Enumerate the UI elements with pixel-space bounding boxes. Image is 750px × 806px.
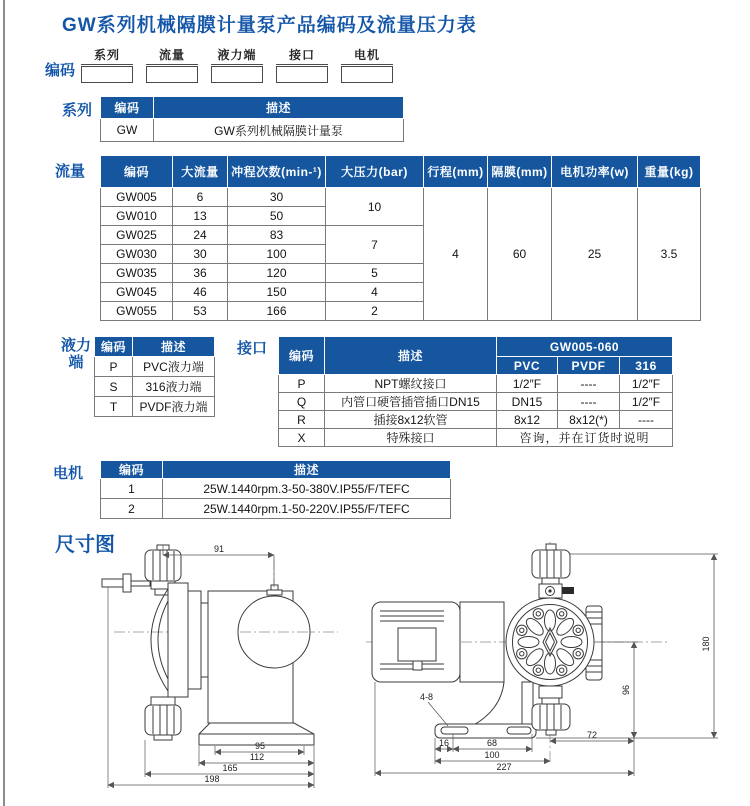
series-label: 系列 [62, 102, 93, 119]
dim-16: 16 [438, 738, 450, 748]
flow-label: 流量 [55, 163, 86, 180]
coding-field-hydraulic [211, 46, 263, 83]
interface-316: ---- [620, 411, 673, 429]
dim-112: 112 [249, 752, 265, 762]
interface-desc: 特殊接口 [325, 429, 497, 447]
interface-sub-header: PVC [497, 357, 558, 375]
interface-desc: NPT螺纹接口 [325, 375, 497, 393]
pump-code: GW045 [101, 283, 173, 302]
coding-section [45, 46, 393, 83]
interface-pvdf: ---- [558, 393, 620, 411]
coding-field-interface [276, 46, 328, 83]
motor-desc: 25W.1440rpm.1-50-220V.IP55/F/TEFC [163, 499, 451, 519]
stroke-rate: 120 [228, 264, 326, 283]
motor-table [100, 460, 451, 519]
max-pressure: 5 [326, 264, 424, 283]
motor-power: 25 [552, 188, 638, 321]
hydraulic-code: S [95, 377, 133, 397]
interface-group-header: GW005-060 [497, 337, 673, 357]
pump-code: GW055 [101, 302, 173, 321]
motor-col-code: 编码 [101, 461, 163, 479]
flow-header: 隔膜(mm) [488, 156, 552, 188]
stroke-rate: 150 [228, 283, 326, 302]
weight: 3.5 [638, 188, 701, 321]
page-title: GW系列机械隔膜计量泵产品编码及流量压力表 [62, 15, 477, 36]
max-pressure: 7 [326, 226, 424, 264]
hydraulic-label: 液力端 [60, 337, 91, 371]
series-code: GW [101, 119, 154, 142]
left-edge-rule [3, 0, 5, 806]
coding-field-flow [146, 46, 198, 83]
interface-sub-header: 316 [620, 357, 673, 375]
max-flow: 6 [173, 188, 228, 207]
max-pressure: 2 [326, 302, 424, 321]
stroke-rate: 166 [228, 302, 326, 321]
stroke-rate: 83 [228, 226, 326, 245]
hydraulic-desc: PVC液力端 [133, 357, 215, 377]
max-flow: 53 [173, 302, 228, 321]
max-flow: 46 [173, 283, 228, 302]
flow-table [100, 155, 701, 321]
coding-field-label: 接口 [276, 46, 328, 65]
motor-col-desc: 描述 [163, 461, 451, 479]
max-pressure: 10 [326, 188, 424, 226]
pump-code: GW025 [101, 226, 173, 245]
stroke-rate: 50 [228, 207, 326, 226]
series-col-code: 编码 [101, 97, 154, 119]
interface-pvc: DN15 [497, 393, 558, 411]
dim-68: 68 [486, 738, 498, 748]
dim-95: 95 [254, 741, 266, 751]
table-row [95, 377, 215, 397]
hydraulic-code: T [95, 397, 133, 417]
hydraulic-col-desc: 描述 [133, 337, 215, 357]
stroke-rate: 100 [228, 245, 326, 264]
coding-field-box [276, 66, 328, 83]
dim-180: 180 [701, 636, 711, 652]
dim-100: 100 [484, 750, 500, 760]
max-pressure: 4 [326, 283, 424, 302]
coding-field-label: 流量 [146, 46, 198, 65]
motor-code: 1 [101, 479, 163, 499]
pump-front-view [366, 542, 668, 764]
dimensions-label: 尺寸图 [55, 534, 115, 556]
flow-header: 大流量 [173, 156, 228, 188]
coding-field-box [211, 66, 263, 83]
pump-code: GW035 [101, 264, 173, 283]
motor-desc: 25W.1440rpm.3-50-380V.IP55/F/TEFC [163, 479, 451, 499]
interface-pvdf: 8x12(*) [558, 411, 620, 429]
interface-desc: 插接8x12软管 [325, 411, 497, 429]
dim-227: 227 [496, 762, 512, 772]
dim-91: 91 [213, 544, 225, 554]
max-flow: 36 [173, 264, 228, 283]
table-row [101, 479, 451, 499]
interface-desc: 内管口硬管插管插口DN15 [325, 393, 497, 411]
interface-pvdf: ---- [558, 375, 620, 393]
interface-code: R [279, 411, 325, 429]
pump-code: GW010 [101, 207, 173, 226]
coding-field-motor [341, 46, 393, 83]
coding-field-series [81, 46, 133, 83]
interface-code: Q [279, 393, 325, 411]
flow-header: 重量(kg) [638, 156, 701, 188]
hydraulic-col-code: 编码 [95, 337, 133, 357]
coding-field-label: 电机 [341, 46, 393, 65]
coding-fields [81, 46, 393, 83]
hydraulic-table [94, 336, 215, 417]
table-row [95, 397, 215, 417]
coding-field-label: 液力端 [211, 46, 263, 65]
interface-sub-header: PVDF [558, 357, 620, 375]
diaphragm-size: 60 [488, 188, 552, 321]
pump-side-view [102, 545, 338, 745]
interface-col-desc: 描述 [325, 337, 497, 375]
max-flow: 30 [173, 245, 228, 264]
motor-label: 电机 [53, 465, 84, 482]
flow-header: 大压力(bar) [326, 156, 424, 188]
max-flow: 13 [173, 207, 228, 226]
hydraulic-code: P [95, 357, 133, 377]
coding-field-label: 系列 [81, 46, 133, 65]
coding-field-box [146, 66, 198, 83]
hydraulic-desc: PVDF液力端 [133, 397, 215, 417]
flow-header: 编码 [101, 156, 173, 188]
dim-96: 96 [621, 684, 631, 696]
dim-165: 165 [222, 763, 238, 773]
interface-code: X [279, 429, 325, 447]
table-row [95, 357, 215, 377]
interface-code: P [279, 375, 325, 393]
table-row [101, 499, 451, 519]
stroke-length: 4 [424, 188, 488, 321]
interface-label: 接口 [237, 340, 268, 357]
dim-198: 198 [204, 774, 220, 784]
interface-table [278, 336, 673, 447]
motor-code: 2 [101, 499, 163, 519]
front-view-drawing [358, 540, 745, 802]
interface-316: 1/2″F [620, 375, 673, 393]
interface-pvc: 8x12 [497, 411, 558, 429]
series-col-desc: 描述 [154, 97, 404, 119]
table-row [101, 119, 404, 142]
flow-header: 电机功率(w) [552, 156, 638, 188]
max-flow: 24 [173, 226, 228, 245]
side-view-drawing [98, 543, 350, 801]
dim-holes: 4-8 [420, 692, 434, 702]
interface-316: 1/2″F [620, 393, 673, 411]
table-row [101, 188, 701, 207]
table-row [279, 375, 673, 393]
pump-code: GW005 [101, 188, 173, 207]
pump-code: GW030 [101, 245, 173, 264]
series-table [100, 96, 404, 142]
interface-col-code: 编码 [279, 337, 325, 375]
hydraulic-desc: 316液力端 [133, 377, 215, 397]
interface-note: 咨询，并在订货时说明 [497, 429, 673, 447]
coding-label: 编码 [45, 62, 76, 79]
table-row [279, 393, 673, 411]
flow-header: 冲程次数(min-¹) [228, 156, 326, 188]
table-row [279, 429, 673, 447]
coding-field-box [341, 66, 393, 83]
table-row [279, 411, 673, 429]
interface-pvc: 1/2″F [497, 375, 558, 393]
series-desc: GW系列机械隔膜计量泵 [154, 119, 404, 142]
coding-field-box [81, 66, 133, 83]
dim-72: 72 [586, 730, 598, 740]
flow-header: 行程(mm) [424, 156, 488, 188]
stroke-rate: 30 [228, 188, 326, 207]
